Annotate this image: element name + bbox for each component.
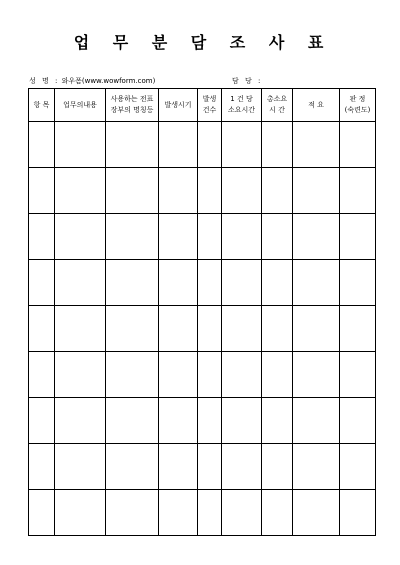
table-cell[interactable] xyxy=(159,352,198,398)
table-cell[interactable] xyxy=(159,306,198,352)
table-cell[interactable] xyxy=(55,444,106,490)
table-row xyxy=(29,398,376,444)
table-row xyxy=(29,122,376,168)
table-cell[interactable] xyxy=(293,444,340,490)
charge-label: 담 당 : xyxy=(232,77,263,85)
table-cell[interactable] xyxy=(262,398,293,444)
table-cell[interactable] xyxy=(293,168,340,214)
col-item-header: 항 목 xyxy=(29,89,55,122)
table-cell[interactable] xyxy=(159,214,198,260)
col-total-time-header: 총소요 시 간 xyxy=(262,89,293,122)
table-cell[interactable] xyxy=(262,260,293,306)
table-cell[interactable] xyxy=(222,444,262,490)
table-cell[interactable] xyxy=(222,490,262,536)
table-cell[interactable] xyxy=(293,122,340,168)
work-survey-table xyxy=(28,88,376,536)
table-cell[interactable] xyxy=(29,168,55,214)
col-count-header: 발생 건수 xyxy=(198,89,222,122)
table-cell[interactable] xyxy=(262,444,293,490)
table-cell[interactable] xyxy=(159,490,198,536)
table-row xyxy=(29,352,376,398)
table-cell[interactable] xyxy=(106,490,159,536)
table-cell[interactable] xyxy=(262,352,293,398)
table-cell[interactable] xyxy=(340,352,376,398)
table-cell[interactable] xyxy=(293,214,340,260)
table-cell[interactable] xyxy=(340,444,376,490)
table-cell[interactable] xyxy=(198,260,222,306)
table-cell[interactable] xyxy=(340,398,376,444)
table-cell[interactable] xyxy=(340,214,376,260)
table-cell[interactable] xyxy=(340,168,376,214)
table-cell[interactable] xyxy=(29,214,55,260)
table-cell[interactable] xyxy=(159,122,198,168)
table-cell[interactable] xyxy=(55,122,106,168)
table-cell[interactable] xyxy=(262,306,293,352)
table-cell[interactable] xyxy=(29,398,55,444)
table-cell[interactable] xyxy=(198,444,222,490)
table-row xyxy=(29,168,376,214)
name-value: 와우폼(www.wowform.com) xyxy=(61,77,156,85)
table-cell[interactable] xyxy=(159,260,198,306)
table-cell[interactable] xyxy=(29,260,55,306)
table-cell[interactable] xyxy=(293,398,340,444)
table-header-row xyxy=(29,89,376,122)
table-row xyxy=(29,444,376,490)
table-cell[interactable] xyxy=(340,122,376,168)
page-title: 업 무 분 담 조 사 표 xyxy=(73,33,333,52)
table-cell[interactable] xyxy=(262,490,293,536)
table-cell[interactable] xyxy=(198,398,222,444)
table-cell[interactable] xyxy=(106,306,159,352)
table-cell[interactable] xyxy=(222,214,262,260)
table-cell[interactable] xyxy=(106,168,159,214)
table-row xyxy=(29,260,376,306)
table-cell[interactable] xyxy=(222,352,262,398)
table-cell[interactable] xyxy=(106,398,159,444)
table-cell[interactable] xyxy=(222,398,262,444)
table-row xyxy=(29,214,376,260)
table-cell[interactable] xyxy=(55,168,106,214)
table-cell[interactable] xyxy=(198,122,222,168)
table-cell[interactable] xyxy=(29,352,55,398)
table-cell[interactable] xyxy=(29,444,55,490)
table-cell[interactable] xyxy=(222,122,262,168)
table-row xyxy=(29,306,376,352)
table-cell[interactable] xyxy=(340,306,376,352)
col-slip-names-header: 사용하는 전표 장부의 명칭등 xyxy=(106,89,159,122)
col-judgement-header: 판 정 (숙련도) xyxy=(340,89,376,122)
col-work-content-header: 업무의내용 xyxy=(55,89,106,122)
table-row xyxy=(29,490,376,536)
table-cell[interactable] xyxy=(198,306,222,352)
table-cell[interactable] xyxy=(106,260,159,306)
table-cell[interactable] xyxy=(106,122,159,168)
table-cell[interactable] xyxy=(222,306,262,352)
table-cell[interactable] xyxy=(198,168,222,214)
table-cell[interactable] xyxy=(340,490,376,536)
table-cell[interactable] xyxy=(293,490,340,536)
col-timing-header: 발생시기 xyxy=(159,89,198,122)
table-cell[interactable] xyxy=(262,168,293,214)
charge-field xyxy=(232,76,262,86)
name-field xyxy=(29,76,155,86)
table-cell[interactable] xyxy=(293,260,340,306)
table-cell[interactable] xyxy=(55,214,106,260)
table-cell[interactable] xyxy=(340,260,376,306)
table-cell[interactable] xyxy=(159,444,198,490)
table-cell[interactable] xyxy=(55,306,106,352)
table-cell[interactable] xyxy=(159,398,198,444)
table-cell[interactable] xyxy=(159,168,198,214)
table-cell[interactable] xyxy=(222,168,262,214)
table-cell[interactable] xyxy=(198,214,222,260)
table-cell[interactable] xyxy=(293,352,340,398)
table-cell[interactable] xyxy=(293,306,340,352)
name-label: 성 명 : xyxy=(29,77,60,85)
col-time-per-header: 1 건 당 소요시간 xyxy=(222,89,262,122)
table-cell[interactable] xyxy=(262,214,293,260)
table-cell[interactable] xyxy=(198,352,222,398)
table-cell[interactable] xyxy=(55,398,106,444)
table-cell[interactable] xyxy=(198,490,222,536)
table-cell[interactable] xyxy=(55,352,106,398)
table-cell[interactable] xyxy=(106,214,159,260)
table-cell[interactable] xyxy=(29,122,55,168)
table-cell[interactable] xyxy=(55,490,106,536)
table-cell[interactable] xyxy=(29,306,55,352)
table-cell[interactable] xyxy=(106,444,159,490)
col-remarks-header: 적 요 xyxy=(293,89,340,122)
table-cell[interactable] xyxy=(55,260,106,306)
table-cell[interactable] xyxy=(262,122,293,168)
table-cell[interactable] xyxy=(29,490,55,536)
table-cell[interactable] xyxy=(106,352,159,398)
table-cell[interactable] xyxy=(222,260,262,306)
